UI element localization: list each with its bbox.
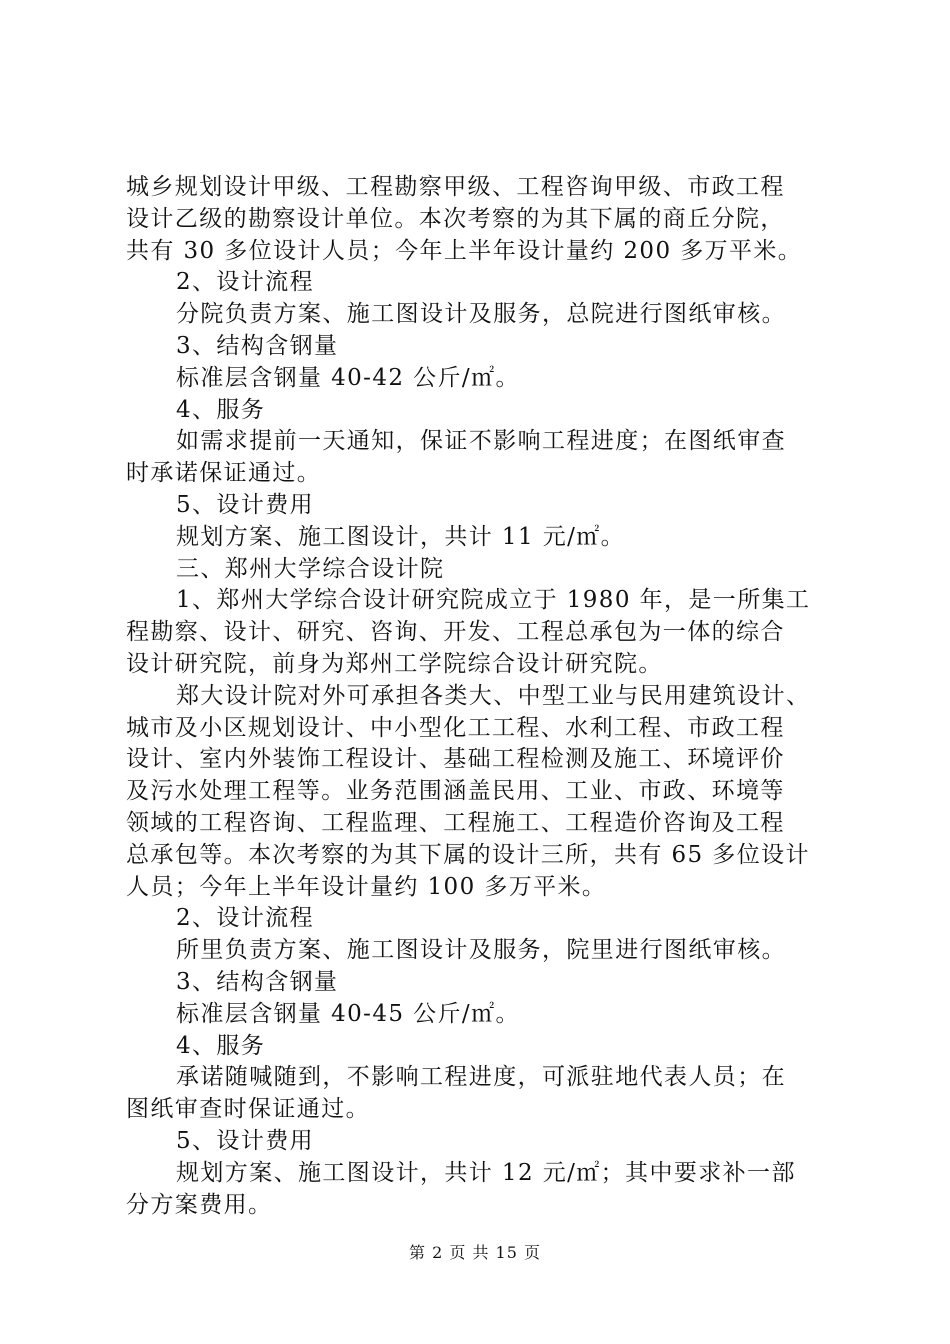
text-line: 城乡规划设计甲级、工程勘察甲级、工程咨询甲级、市政工程 xyxy=(126,174,785,200)
page-number-footer: 第 2 页 共 15 页 xyxy=(409,1243,541,1262)
text-line: 规划方案、施工图设计，共计 12 元/㎡；其中要求补一部 xyxy=(176,1159,796,1186)
text-line: 4、服务 xyxy=(176,1032,266,1059)
text-line: 1、郑州大学综合设计研究院成立于 1980 年，是一所集工 xyxy=(176,587,811,614)
text-line: 总承包等。本次考察的为其下属的设计三所，共有 65 多位设计 xyxy=(126,841,810,868)
text-line: 设计乙级的勘察设计单位。本次考察的为其下属的商丘分院， xyxy=(126,205,785,232)
text-line: 程勘察、设计、研究、咨询、开发、工程总承包为一体的综合 xyxy=(126,619,785,646)
text-line: 及污水处理工程等。业务范围涵盖民用、工业、市政、环境等 xyxy=(126,778,785,805)
text-line: 2、设计流程 xyxy=(176,269,315,296)
text-line: 标准层含钢量 40-45 公斤/㎡。 xyxy=(176,1000,520,1027)
text-line: 4、服务 xyxy=(176,396,266,423)
text-line: 如需求提前一天通知，保证不影响工程进度；在图纸审查 xyxy=(176,428,786,455)
text-line: 分院负责方案、施工图设计及服务，总院进行图纸审核。 xyxy=(176,301,786,328)
text-line: 设计研究院，前身为郑州工学院综合设计研究院。 xyxy=(126,650,663,677)
text-line: 郑大设计院对外可承担各类大、中型工业与民用建筑设计、 xyxy=(176,682,811,709)
text-line: 3、结构含钢量 xyxy=(176,332,339,359)
text-line: 时承诺保证通过。 xyxy=(126,460,322,487)
text-line: 图纸审查时保证通过。 xyxy=(126,1096,370,1123)
text-line: 所里负责方案、施工图设计及服务，院里进行图纸审核。 xyxy=(176,937,786,964)
text-line: 2、设计流程 xyxy=(176,905,315,932)
text-line: 设计、室内外装饰工程设计、基础工程检测及施工、环境评价 xyxy=(126,746,785,773)
text-line: 领域的工程咨询、工程监理、工程施工、工程造价咨询及工程 xyxy=(126,809,785,836)
text-line: 共有 30 多位设计人员；今年上半年设计量约 200 多万平米。 xyxy=(126,237,803,264)
body-text xyxy=(126,172,846,1221)
text-line: 分方案费用。 xyxy=(126,1191,273,1218)
text-line: 标准层含钢量 40-42 公斤/㎡。 xyxy=(176,364,520,391)
text-line: 人员；今年上半年设计量约 100 多万平米。 xyxy=(126,873,607,900)
text-line: 城市及小区规划设计、中小型化工工程、水利工程、市政工程 xyxy=(126,714,785,741)
text-line: 5、设计费用 xyxy=(176,491,315,518)
text-line: 5、设计费用 xyxy=(176,1127,315,1154)
text-line: 三、郑州大学综合设计院 xyxy=(176,555,445,582)
text-line: 承诺随喊随到，不影响工程进度，可派驻地代表人员；在 xyxy=(176,1064,786,1091)
text-line: 3、结构含钢量 xyxy=(176,968,339,995)
text-line: 规划方案、施工图设计，共计 11 元/㎡。 xyxy=(176,523,626,550)
